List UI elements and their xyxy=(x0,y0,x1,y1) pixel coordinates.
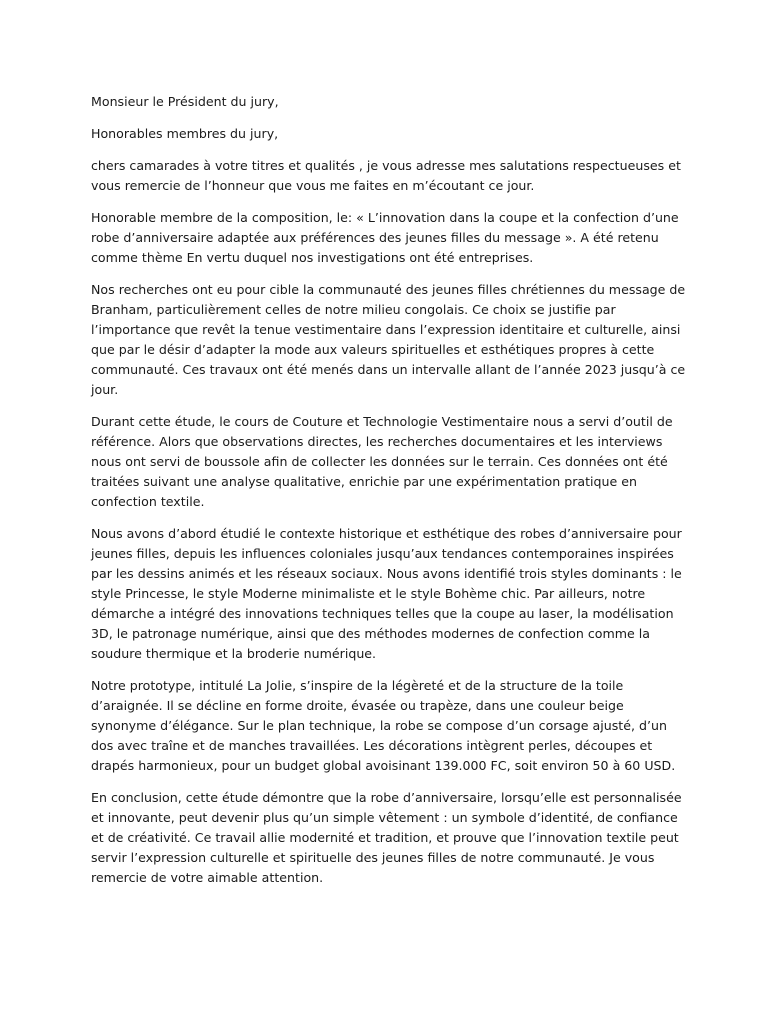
document-body xyxy=(91,92,691,900)
paragraph-research-target: Nos recherches ont eu pour cible la communauté des jeunes filles chrétiennes du message de Branham, particulièrement celles de notre milieu congolais. Ce choix se justifie par l’importance que revêt la tenue vestimentaire dans l’expression identitaire et culturelle, ainsi que par le désir d’adapter la mode aux valeurs spirituelles et esthétiques propres à cette communauté. Ces travaux ont été menés dans un intervalle allant de l’année 2023 jusqu’à ce jour. xyxy=(91,282,686,397)
paragraph-methodology: Durant cette étude, le cours de Couture et Technologie Vestimentaire nous a servi d’outil de référence. Alors que observations directes, les recherches documentaires et les interviews nous ont servi de boussole afin de collecter les données sur le terrain. Ces données ont été traitées suivant une analyse qualitative, enrichie par une expérimentation pratique en confection textile. xyxy=(91,414,673,509)
paragraph-prototype: Notre prototype, intitulé La Jolie, s’inspire de la légèreté et de la structure de la toile d’araignée. Il se décline en forme droite, évasée ou trapèze, dans une couleur beige synonyme d’élégance. Sur le plan technique, la robe se compose d’un corsage ajusté, d’un dos avec traîne et de manches travaillées. Les décorations intègrent perles, découpes et drapés harmonieux, pour un budget global avoisinant 139.000 FC, soit environ 50 à 60 USD. xyxy=(91,678,676,773)
paragraph-historical-context: Nous avons d’abord étudié le contexte historique et esthétique des robes d’anniversaire pour jeunes filles, depuis les influences coloniales jusqu’aux tendances contemporaines inspirées par les dessins animés et les réseaux sociaux. Nous avons identifié trois styles dominants : le style Princesse, le style Moderne minimaliste et le style Bohème chic. Par ailleurs, notre démarche a intégré des innovations techniques telles que la coupe au laser, la modélisation 3D, le patronage numérique, ainsi que des méthodes modernes de confection comme la soudure thermique et la broderie numérique. xyxy=(91,526,682,661)
salutation-jury-members: Honorables membres du jury, xyxy=(91,126,279,141)
paragraph-conclusion: En conclusion, cette étude démontre que la robe d’anniversaire, lorsqu’elle est personnalisée et innovante, peut devenir plus qu’un simple vêtement : un symbole d’identité, de confiance et de créativité. Ce travail allie modernité et tradition, et prouve que l’innovation textile peut servir l’expression culturelle et spirituelle des jeunes filles de notre communauté. Je vous remercie de votre aimable attention. xyxy=(91,790,682,885)
salutation-comrades: chers camarades à votre titres et qualités , je vous adresse mes salutations respectueuses et vous remercie de l’honneur que vous me faites en m’écoutant ce jour. xyxy=(91,158,681,193)
paragraph-theme: Honorable membre de la composition, le: « L’innovation dans la coupe et la confection d’une robe d’anniversaire adaptée aux préférences des jeunes filles du message ». A été retenu comme thème En vertu duquel nos investigations ont été entreprises. xyxy=(91,210,679,265)
salutation-president: Monsieur le Président du jury, xyxy=(91,94,279,109)
